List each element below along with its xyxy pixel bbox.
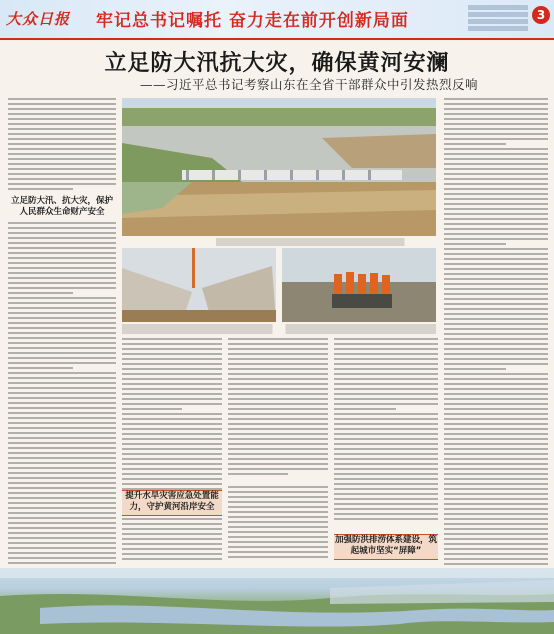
newspaper-logo: 大众日报 [6,10,71,28]
body-text-col3-top [228,338,328,482]
body-text-col2 [122,338,222,566]
header-rule [0,38,554,40]
body-text-col1-top [8,98,116,194]
small-photo-captions [122,324,436,334]
bottom-panorama-photo [0,568,554,634]
body-text-col5 [444,98,548,566]
body-text-col4 [334,338,438,528]
body-text-col1 [8,222,116,566]
section-heading-1: 立足防大汛、抗大灾，保护人民群众生命财产安全 [10,196,113,217]
issue-info [468,5,528,33]
main-photo-caption [122,238,436,246]
main-photo-sluice-gate [122,98,436,236]
headline: 立足防大汛抗大灾，确保黄河安澜 [104,50,450,76]
subheadline: ——习近平总书记考察山东在全省干部群众中引发热烈反响 [140,77,479,92]
page-number: 3 [532,6,550,24]
photo-inspection-team [282,248,436,322]
masthead [0,0,554,38]
section-heading-3: 加强防洪排涝体系建设，筑起城市坚实“屏障” [334,534,438,560]
photo-construction [122,248,276,322]
column-banner: 牢记总书记嘱托 奋力走在前开创新局面 [96,11,409,31]
section-heading-2: 提升水旱灾害应急处置能力，守护黄河沿岸安全 [122,490,222,516]
body-text-col3 [228,486,328,566]
